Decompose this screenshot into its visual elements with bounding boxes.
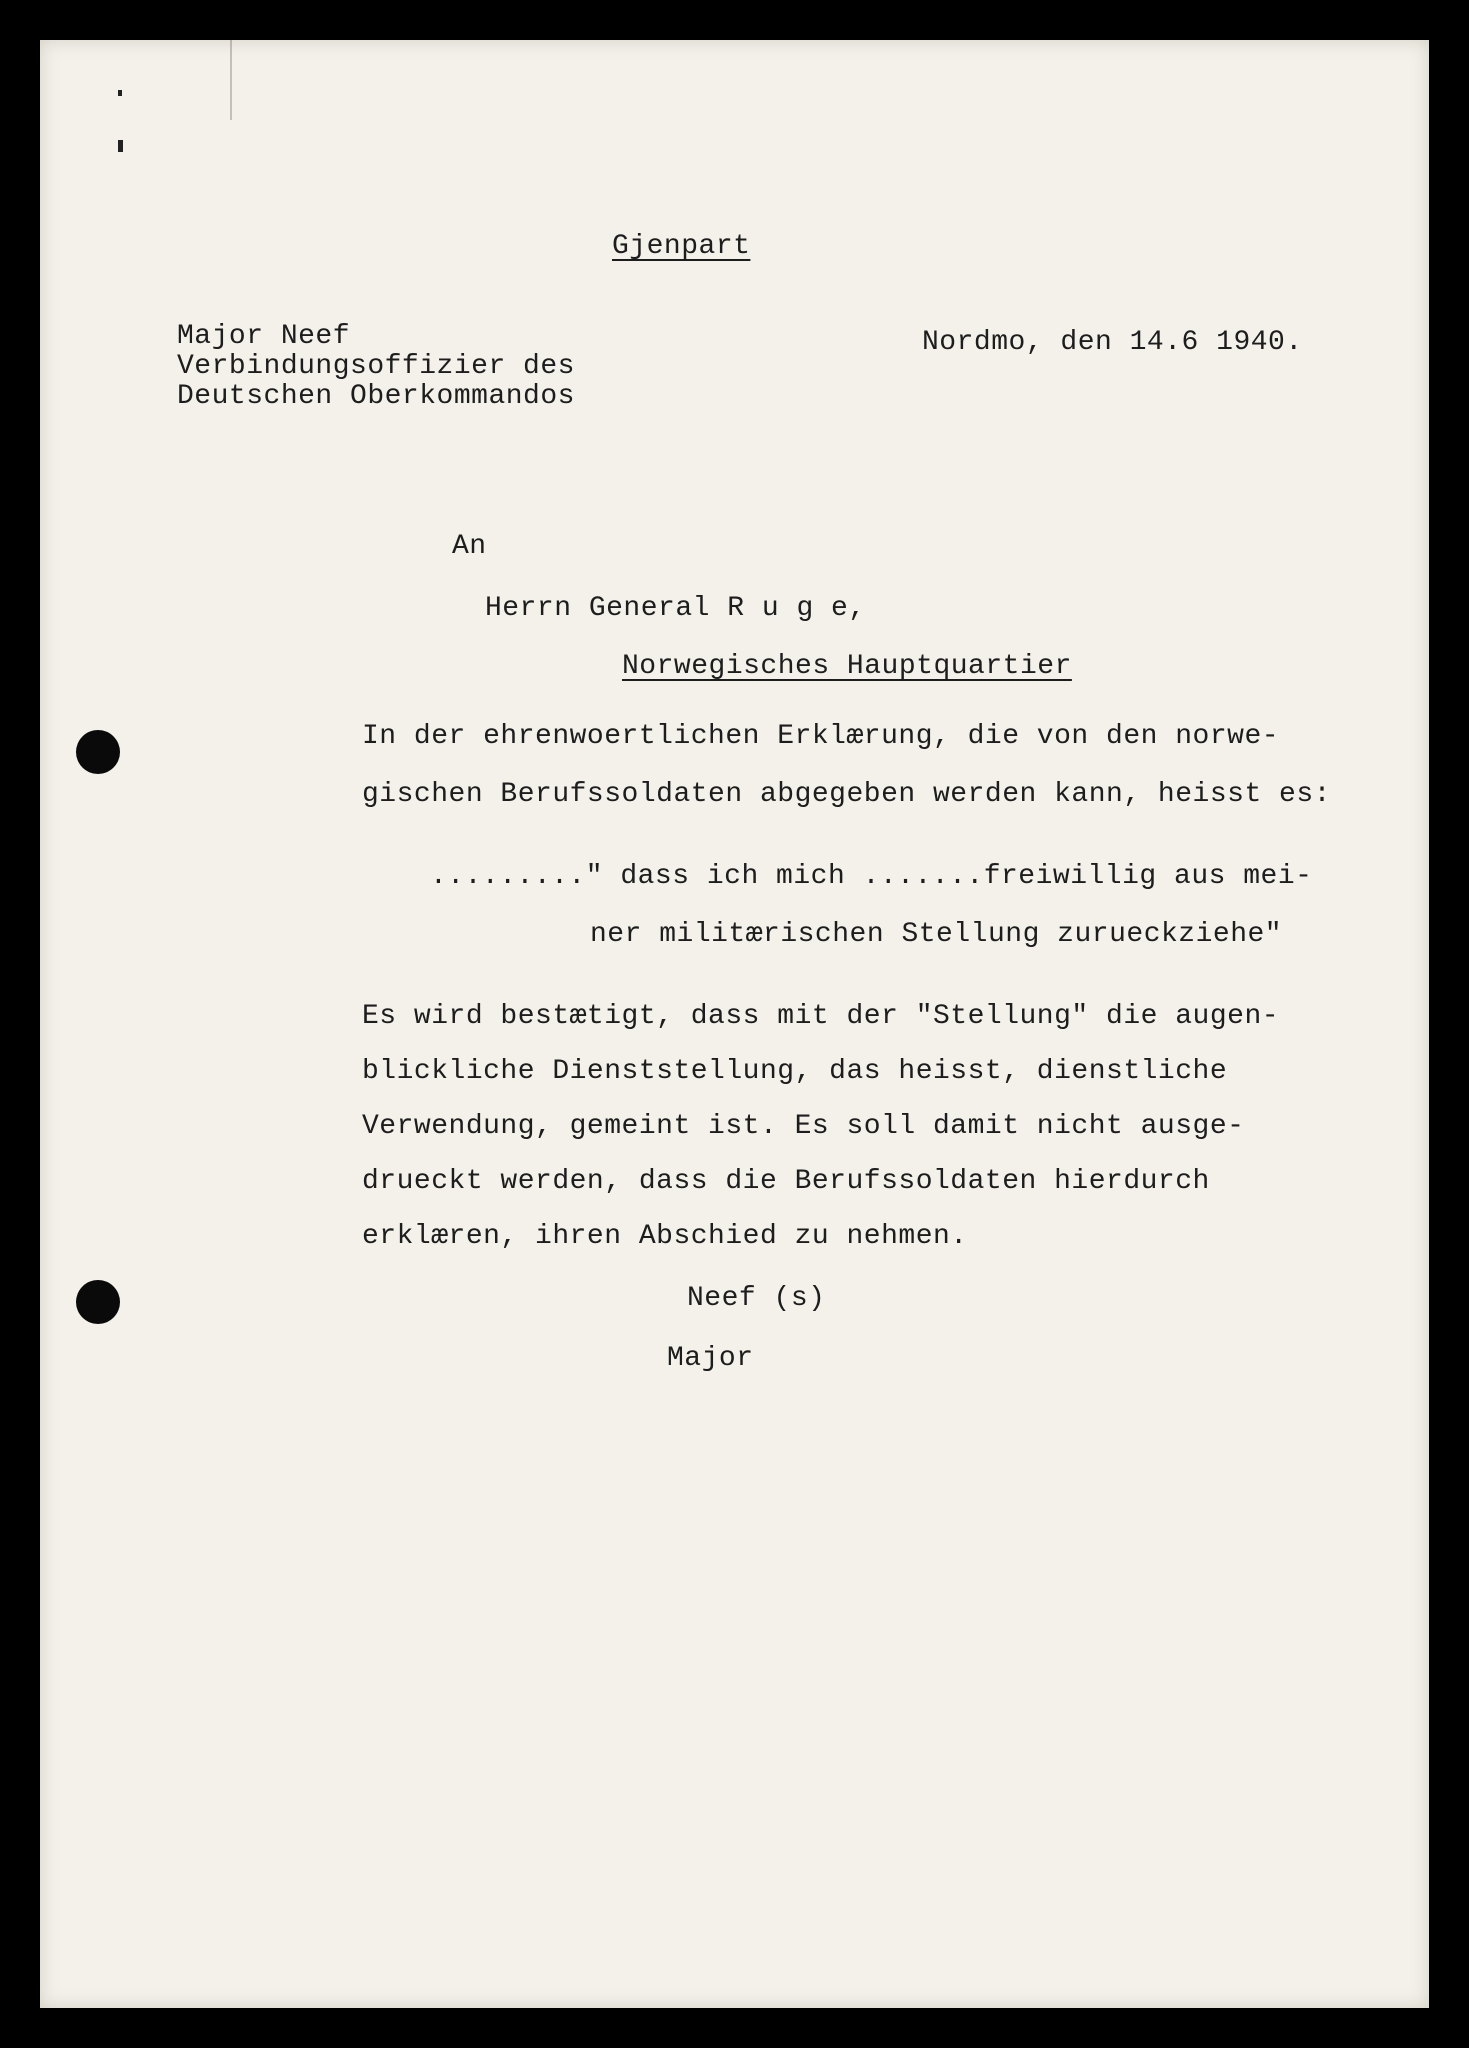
paragraph2-line5: erklæren, ihren Abschied zu nehmen. xyxy=(362,1221,968,1252)
paragraph2-line4: drueckt werden, dass die Berufssoldaten hierdurch xyxy=(362,1166,1210,1197)
punch-hole-top xyxy=(76,730,120,774)
sender-position: Verbindungsoffizier des xyxy=(177,351,575,382)
recipient-org: Norwegisches Hauptquartier xyxy=(622,651,1072,682)
punch-hole-bottom xyxy=(76,1280,120,1324)
sender-unit: Deutschen Oberkommandos xyxy=(177,381,575,412)
paragraph2-line1: Es wird bestætigt, dass mit der "Stellung" die augen- xyxy=(362,1001,1280,1032)
paragraph2-line2: blickliche Dienststellung, das heisst, dienstliche xyxy=(362,1056,1228,1087)
quote-line1: ........." dass ich mich .......freiwillig aus mei- xyxy=(430,861,1313,892)
recipient-name: Herrn General R u g e, xyxy=(485,593,866,624)
paragraph1-line2: gischen Berufssoldaten abgegeben werden kann, heisst es: xyxy=(362,779,1331,810)
sender-name: Major Neef xyxy=(177,321,351,352)
margin-mark xyxy=(118,140,123,152)
margin-mark xyxy=(118,90,122,96)
place-date: Nordmo, den 14.6 1940. xyxy=(922,327,1303,358)
document-page xyxy=(40,40,1429,2008)
quote-line2: ner militærischen Stellung zurueckziehe" xyxy=(590,919,1283,950)
paragraph2-line3: Verwendung, gemeint ist. Es soll damit nicht ausge- xyxy=(362,1111,1245,1142)
recipient-salutation: An xyxy=(452,531,487,562)
signature-rank: Major xyxy=(667,1343,754,1374)
signature-name: Neef (s) xyxy=(687,1283,826,1314)
document-title: Gjenpart xyxy=(612,231,751,262)
paper-crease xyxy=(230,40,232,120)
paragraph1-line1: In der ehrenwoertlichen Erklærung, die von den norwe- xyxy=(362,721,1280,752)
